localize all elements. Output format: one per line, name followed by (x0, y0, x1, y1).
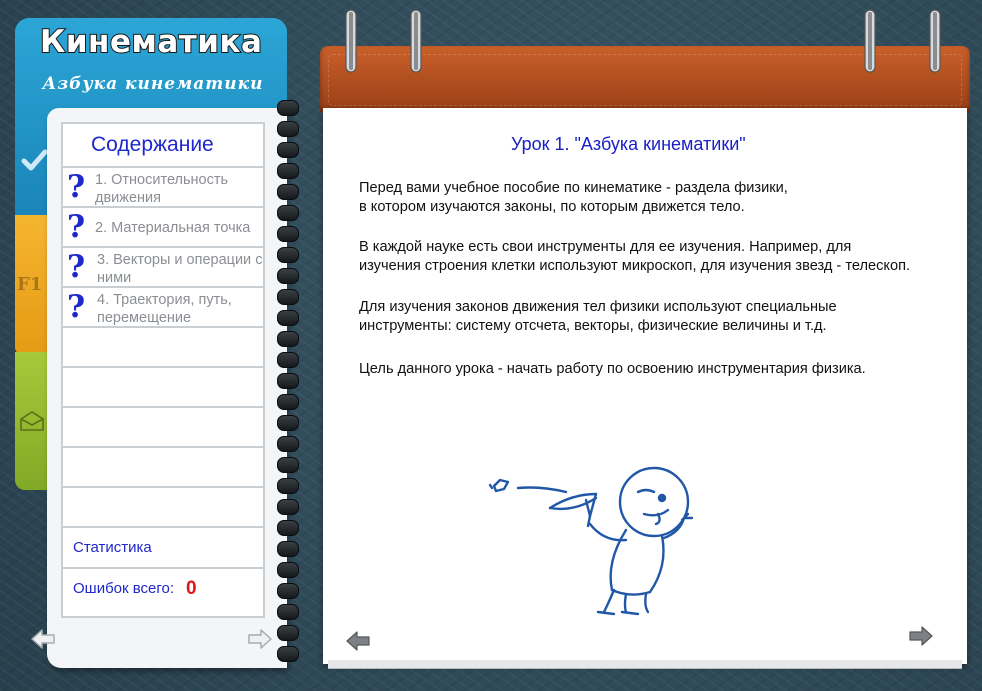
errors-label: Ошибок всего: (73, 580, 175, 597)
binder-ring (408, 8, 424, 74)
toc-item-2[interactable] (63, 208, 263, 248)
spiral-coil (277, 604, 299, 620)
page-edge (328, 660, 962, 669)
spiral-coil (277, 541, 299, 557)
spiral-coil (277, 331, 299, 347)
spiral-coil (277, 268, 299, 284)
toc-item-3[interactable] (63, 248, 263, 288)
spiral-coil (277, 142, 299, 158)
spiral-coil (277, 646, 299, 662)
spiral-coil (277, 394, 299, 410)
toc-item-label: 3. Векторы и операции с ними (97, 252, 263, 286)
lesson-paragraph: Перед вами учебное пособие по кинематике - раздела физики, в котором изучаются законы, по которым движется тело. (359, 180, 788, 215)
lesson-paragraph: Для изучения законов движения тел физики используют специальные инструменты: систему отсчета, векторы, физические величины и т.д. (359, 299, 837, 334)
empty-row (63, 328, 263, 368)
question-icon: ? (67, 249, 86, 285)
spiral-coil (277, 121, 299, 137)
spiral-coil (277, 247, 299, 263)
spiral-coil (277, 100, 299, 116)
empty-row (63, 448, 263, 488)
question-icon: ? (67, 209, 86, 245)
arrow-left-icon[interactable] (30, 628, 56, 650)
app-subtitle: Азбука кинематики (42, 74, 264, 94)
empty-row (63, 368, 263, 408)
empty-row (63, 488, 263, 528)
spiral-coil (277, 436, 299, 452)
spiral-coil (277, 499, 299, 515)
envelope-icon[interactable] (19, 410, 45, 432)
spiral-coil (277, 163, 299, 179)
empty-row (63, 408, 263, 448)
toc-item-4[interactable] (63, 288, 263, 328)
arrow-right-icon[interactable] (247, 628, 273, 650)
spiral-coil (277, 226, 299, 242)
spiral-coil (277, 457, 299, 473)
toc-item-1[interactable] (63, 168, 263, 208)
spiral-coil (277, 289, 299, 305)
lesson-paragraph: В каждой науке есть свои инструменты для ее изучения. Например, для изучения строения клетки используют микроскоп, для изучения звезд - телескоп. (359, 239, 911, 274)
binder-ring (927, 8, 943, 74)
spiral-coil (277, 184, 299, 200)
lesson-title: Урок 1. "Азбука кинематики" (511, 134, 746, 154)
check-icon[interactable] (20, 146, 48, 174)
spiral-coil (277, 205, 299, 221)
notebook-spiral (277, 100, 301, 670)
toc-item-label: 2. Материальная точка (95, 220, 251, 236)
spiral-coil (277, 520, 299, 536)
spiral-coil (277, 583, 299, 599)
spiral-coil (277, 562, 299, 578)
statistics-link[interactable]: Статистика (63, 528, 263, 569)
question-icon: ? (67, 289, 86, 325)
spiral-coil (277, 625, 299, 641)
lesson-paragraph: Цель данного урока - начать работу по освоению инструментария физика. (359, 361, 866, 377)
arrow-left-icon[interactable] (345, 630, 371, 652)
slingshot-character-illustration (486, 462, 706, 618)
spiral-coil (277, 478, 299, 494)
contents-header: Содержание (63, 124, 263, 168)
toc-item-label: 4. Траектория, путь, перемещение (97, 292, 232, 326)
f1-icon[interactable]: F1 (17, 274, 43, 295)
app-title: Кинематика (40, 24, 263, 60)
binder-ring (343, 8, 359, 74)
errors-total (63, 569, 263, 608)
errors-count: 0 (186, 577, 197, 599)
spiral-coil (277, 373, 299, 389)
contents-panel (61, 122, 265, 618)
spiral-coil (277, 352, 299, 368)
binder-ring (862, 8, 878, 74)
arrow-right-icon[interactable] (908, 625, 934, 647)
spiral-coil (277, 310, 299, 326)
spiral-coil (277, 415, 299, 431)
toc-item-label: 1. Относительность движения (95, 172, 229, 206)
question-icon: ? (67, 169, 86, 205)
